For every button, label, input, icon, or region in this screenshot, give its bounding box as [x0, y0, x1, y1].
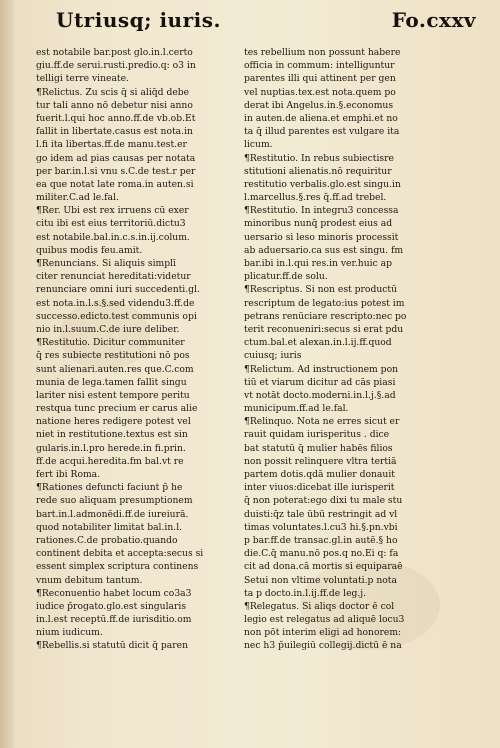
- text-line: municipum.ff.ad le.fal.: [244, 403, 349, 415]
- text-line: restitutio verbalis.glo.est singu.in: [244, 178, 401, 190]
- text-line: successo.edicto.test communis opi: [36, 310, 197, 322]
- text-line: non possit relinquere vltra tertiā: [244, 455, 397, 467]
- text-line: cit ad dona.cā mortis si equiparaē: [244, 561, 403, 573]
- text-line: vt notāt docto.moderni.in.l.j.§.ad: [244, 389, 396, 401]
- text-line: ff.de acqui.heredita.fm bal.vt re: [36, 455, 184, 467]
- text-line: est notabile bar.post glo.in.l.certo: [36, 47, 193, 58]
- text-line: quod notabiliter limitat bal.in.l.: [36, 521, 183, 533]
- text-line: parentes illi qui attinent per gen: [244, 73, 396, 85]
- text-line: nec h3 p̄uilegiū collegij.dictū ē na: [244, 640, 402, 652]
- text-line: fallit in libertate.casus est nota.in: [36, 126, 193, 138]
- text-line: go idem ad pias causas per notata: [36, 152, 196, 164]
- text-line: militer.C.ad le.fal.: [36, 192, 119, 204]
- text-line: citer renunciat hereditati:videtur: [36, 271, 191, 283]
- text-line: duisti:q̄z tale ūbū restringit ad vl: [244, 508, 398, 520]
- text-line: ¶Reconuentio habet locum co3a3: [36, 587, 192, 599]
- text-line: ea que notat late roma.in auten.si: [36, 178, 194, 190]
- text-line: petrans renūciare rescripto:nec po: [244, 310, 407, 322]
- text-line: tes rebellium non possunt habere: [244, 47, 401, 58]
- text-line: rationes.C.de probatio.quando: [36, 534, 178, 546]
- text-line: officia in commum: intelliguntur: [244, 60, 395, 72]
- text-line: ctum.bal.et alexan.in.l.ij.ff.quod: [244, 337, 392, 349]
- text-column-right: [244, 46, 440, 653]
- text-column-left: [36, 46, 228, 653]
- text-line: rescriptum de legato:ius potest im: [244, 297, 405, 309]
- text-line: q̄ non poterat:ego dixi tu male stu: [244, 495, 403, 507]
- text-line: rauit quidam iurisperitus . dice: [244, 429, 390, 441]
- text-line: renunciare omni iuri succedenti.gl.: [36, 284, 200, 296]
- text-line: ta q̄ illud parentes est vulgare ita: [244, 126, 400, 138]
- text-line: ¶Restitutio. In integru3 concessa: [244, 205, 399, 217]
- text-line: in auten.de aliena.et emphi.et no: [244, 112, 398, 124]
- text-line: plicatur.ff.de solu.: [244, 271, 328, 283]
- text-line: minoribus nunq̄ prodest eius ad: [244, 218, 393, 230]
- text-line: est nota.in.l.s.§.sed videndu3.ff.de: [36, 297, 195, 309]
- text-line: essent simplex scriptura continens: [36, 561, 199, 573]
- text-line: partem dotis.qdā mulier donauit: [244, 469, 395, 480]
- text-line: tur tali anno nō debetur nisi anno: [36, 99, 193, 111]
- text-line: citu ibi est eius territoriū.dictu3: [36, 218, 186, 230]
- text-line: munia de lega.tamen fallit singu: [36, 376, 187, 388]
- text-line: l.marcellus.§.res q̄.ff.ad trebel.: [244, 192, 387, 204]
- running-title: Utriusq; iuris.: [56, 8, 221, 32]
- text-line: ab aduersario.ca sus est singu. fm: [244, 244, 404, 256]
- text-line: bat statutū q̄ mulier habēs filios: [244, 442, 393, 454]
- text-line: l.fi ita libertas.ff.de manu.test.er: [36, 139, 187, 151]
- text-line: ¶Rescriptus. Si non est productū: [244, 284, 397, 296]
- page-gutter-shadow: [0, 0, 14, 748]
- text-line: vel nuptias.tex.est nota.quem po: [244, 86, 396, 98]
- text-line: continent debita et accepta:secus si: [36, 548, 204, 560]
- text-line: ¶Restitutio. In rebus subiectisre: [244, 152, 394, 164]
- text-line: fert ibi Roma.: [36, 469, 101, 480]
- text-line: Setui non vltime voluntati.p nota: [244, 574, 397, 586]
- text-line: ¶Rebellis.si statutū dicit q̄ paren: [36, 640, 188, 652]
- text-line: gularis.in.l.pro herede.in fi.prin.: [36, 442, 186, 454]
- text-line: die.C.q̄ manu.nō pos.q no.Ei q: fa: [244, 548, 399, 560]
- text-line: vnum debitum tantum.: [36, 574, 143, 586]
- text-line: rede suo aliquam presumptionem: [36, 495, 193, 507]
- text-line: fuerit.l.qui hoc anno.ff.de vb.ob.Et: [36, 112, 196, 124]
- text-line: tiū et viarum dicitur ad cās piasi: [244, 376, 396, 388]
- text-line: sunt alienari.auten.res que.C.com: [36, 363, 194, 375]
- text-line: ta p docto.in.l.ij.ff.de leg.j.: [244, 587, 367, 599]
- text-line: natione heres redigere potest vel: [36, 416, 191, 428]
- text-line: cuiusq; iuris: [244, 350, 302, 362]
- text-line: est notabile.bal.in.c.s.in.ij.colum.: [36, 231, 190, 243]
- text-line: ¶Restitutio. Dicitur communiter: [36, 337, 185, 349]
- text-line: ¶Rationes defuncti faciunt p̄ he: [36, 482, 183, 494]
- text-line: inter viuos:dicebat ille iurisperit: [244, 482, 395, 494]
- text-line: niet in restitutione.textus est sin: [36, 429, 188, 441]
- text-line: q̄ res subiecte restitutioni nō pos: [36, 350, 190, 362]
- text-line: ¶Relegatus. Si aliqs doctor ē col: [244, 600, 395, 612]
- text-line: telligi terre vineate.: [36, 73, 129, 85]
- text-line: nio in.l.suum.C.de iure deliber.: [36, 323, 180, 335]
- text-line: restqua tunc precium er carus alie: [36, 403, 198, 415]
- text-line: ¶Relinquo. Nota ne erres sicut er: [244, 416, 400, 428]
- text-line: iudice p̄rogato.glo.est singularis: [36, 600, 187, 612]
- page-header: [56, 8, 476, 38]
- text-line: uersario si leso minoris processit: [244, 231, 399, 243]
- text-line: nium iudicum.: [36, 627, 103, 639]
- text-line: terit reconueniri:secus si erat pdu: [244, 323, 404, 335]
- text-line: p bar.ff.de transac.gl.in autē.§ ho: [244, 534, 398, 546]
- text-line: derat ibi Angelus.in.§.economus: [244, 99, 394, 111]
- text-line: ¶Renuncians. Si aliquis simplī: [36, 258, 176, 269]
- text-line: lariter nisi estent tempore peritu: [36, 389, 190, 401]
- text-line: quibus modis feu.amit.: [36, 244, 143, 256]
- text-line: ¶Relictum. Ad instructionem pon: [244, 363, 399, 375]
- text-line: non pōt interim eligi ad honorem:: [244, 627, 402, 639]
- text-line: legio est relegatus ad aliquē locu3: [244, 614, 405, 626]
- text-line: stitutioni alienatis.nō requiritur: [244, 165, 392, 177]
- text-line: timas voluntates.l.cu3 hi.§.pn.vbi: [244, 521, 398, 533]
- text-line: bar.ibi in.l.qui res.in ver.huic ap: [244, 258, 392, 269]
- text-line: ¶Relictus. Zu scis q̄ si aliq̄d debe: [36, 86, 190, 98]
- text-line: licum.: [244, 139, 273, 151]
- text-line: per bar.in.l.si vnu s.C.de test.r per: [36, 165, 196, 177]
- text-line: giu.ff.de serui.rusti.predio.q: o3 in: [36, 60, 196, 72]
- text-line: ¶Rer. Ubi est rex irruens cū exer: [36, 205, 189, 217]
- folio-number: Fo.cxxv: [391, 8, 476, 32]
- text-line: bart.in.l.admonēdi.ff.de iureiurā.: [36, 508, 189, 520]
- text-line: in.l.est receptū.ff.de iurisditio.om: [36, 614, 192, 626]
